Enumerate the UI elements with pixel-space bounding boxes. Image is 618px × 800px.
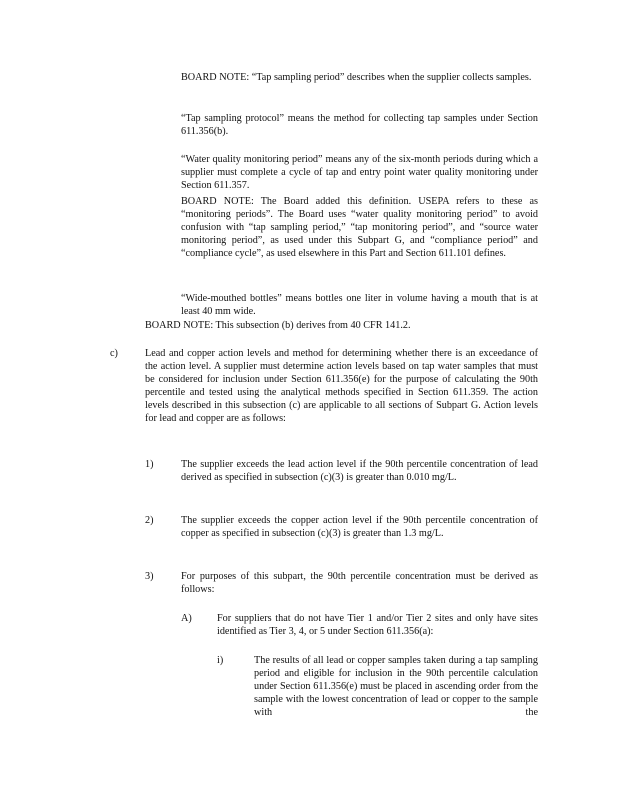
item-i-marker: i): [217, 655, 224, 666]
item-3-text: [181, 570, 538, 596]
subsection-c-marker: c): [110, 348, 118, 359]
board-note-water-quality-monitoring-period: [181, 195, 538, 260]
definition-tap-sampling-protocol: [181, 112, 538, 138]
board-note-subsection-b: [145, 319, 538, 332]
definition-text: “Tap sampling protocol” means the method for collecting tap samples under Section 611.356(b).: [181, 113, 538, 137]
subsection-c-text: [145, 347, 538, 425]
paragraph-text: The supplier exceeds the copper action level if the 90th percentile concentration of copper as specified in subsection (c)(3) is greater than 1.3 mg/L.: [181, 515, 538, 539]
definition-water-quality-monitoring-period: [181, 153, 538, 192]
paragraph-text: The results of all lead or copper samples taken during a tap sampling period and eligible for inclusion in the 90th percentile calculation under Section 611.356(e) must be placed in ascending order from the sample with the lowest concentration of lead or copper to the sample with the: [254, 655, 538, 718]
definition-wide-mouthed-bottles: [181, 292, 538, 318]
paragraph-text: For purposes of this subpart, the 90th percentile concentration must be derived as follows:: [181, 571, 538, 595]
paragraph-text: For suppliers that do not have Tier 1 and/or Tier 2 sites and only have sites identified as Tier 3, 4, or 5 under Section 611.356(a):: [217, 613, 538, 637]
paragraph-text: Lead and copper action levels and method for determining whether there is an exceedance of the action level. A supplier must determine action levels based on tap water samples that must be considered for inclusion under Section 611.356(e) for the purpose of calculating the 90th percentile and tested using the analytical methods specified in Section 611.359. The action levels described in this subsection (c) are applicable to all sections of Subpart G. Action levels for lead and copper are as follows:: [145, 348, 538, 424]
note-text: BOARD NOTE: This subsection (b) derives from 40 CFR 141.2.: [145, 320, 411, 331]
item-2-text: [181, 514, 538, 540]
definition-text: “Wide-mouthed bottles” means bottles one liter in volume having a mouth that is at least 40 mm wide.: [181, 293, 538, 317]
definition-text: “Water quality monitoring period” means any of the six-month periods during which a supplier must complete a cycle of tap and entry point water quality monitoring under Section 611.357.: [181, 154, 538, 191]
note-text: BOARD NOTE: “Tap sampling period” describes when the supplier collects samples.: [181, 72, 532, 83]
paragraph-text: The supplier exceeds the lead action level if the 90th percentile concentration of lead derived as specified in subsection (c)(3) is greater than 0.010 mg/L.: [181, 459, 538, 483]
note-text: BOARD NOTE: The Board added this definition. USEPA refers to these as “monitoring periods”. The Board uses “water quality monitoring period” to avoid confusion with “tap sampling period,” “tap monitoring period”, and “source water monitoring period”, as used under this Subpart G, and “compliance period” and “compliance cycle”, as used elsewhere in this Part and Section 611.101 defines.: [181, 196, 538, 259]
item-A-marker: A): [181, 613, 192, 624]
item-1-marker: 1): [145, 459, 154, 470]
item-i-text: [254, 654, 538, 719]
item-3-marker: 3): [145, 571, 154, 582]
board-note-tap-sampling-period: [181, 71, 538, 84]
item-A-text: [217, 612, 538, 638]
item-1-text: [181, 458, 538, 484]
item-2-marker: 2): [145, 515, 154, 526]
